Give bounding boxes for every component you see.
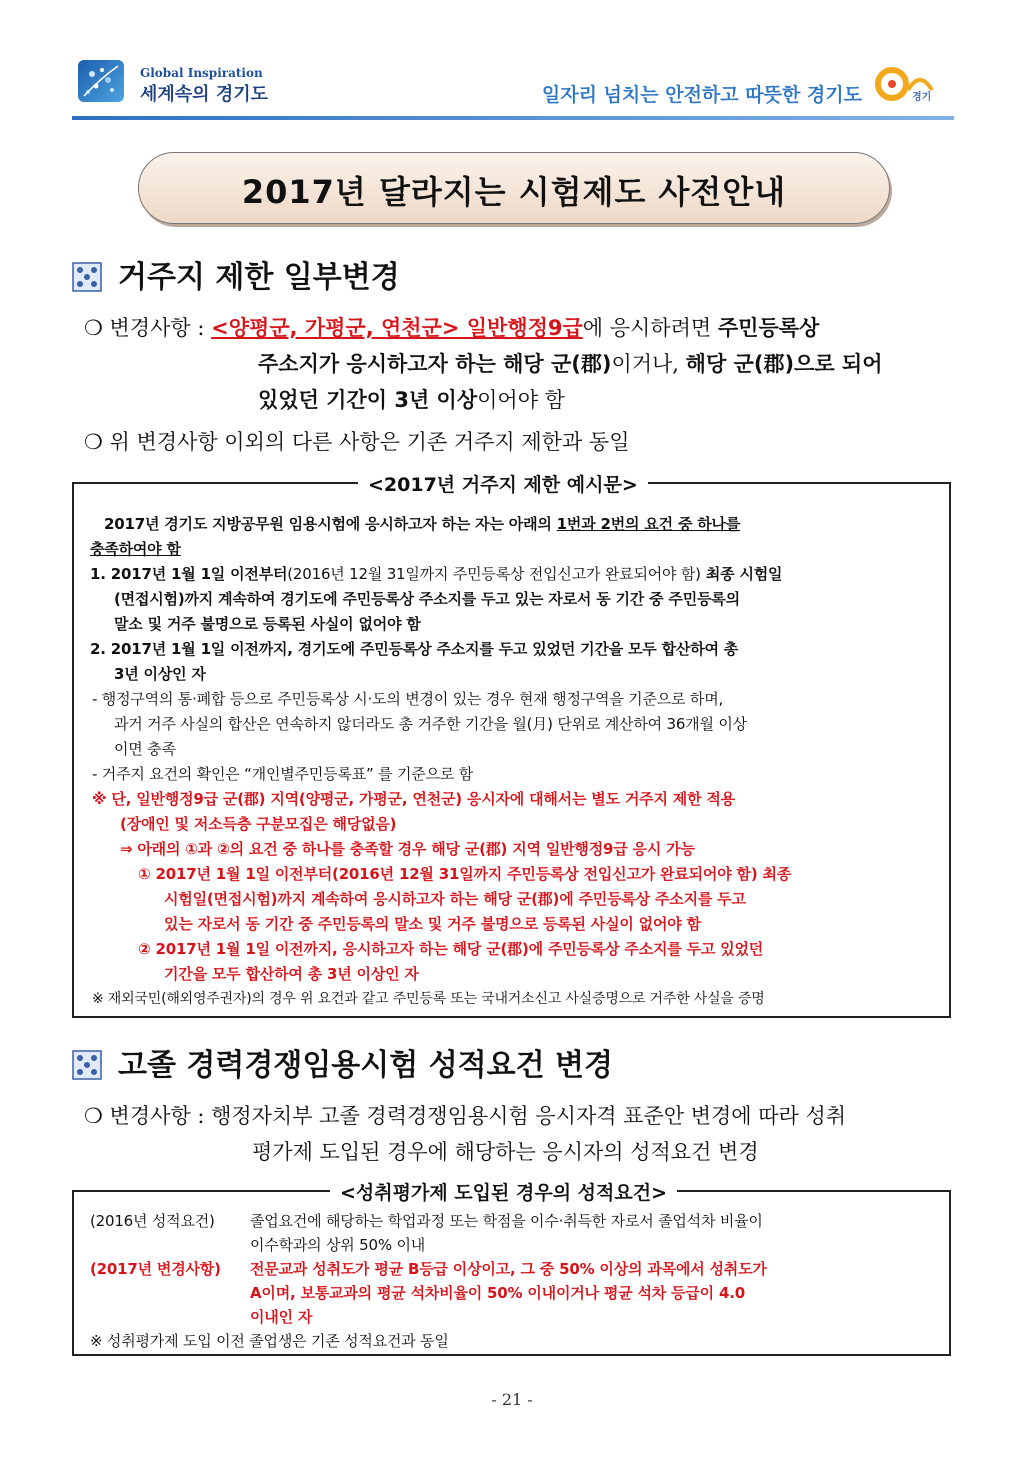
box2-2017-line3: 이내인 자 xyxy=(250,1308,313,1326)
change-bullet-line2: 주소지가 응시하고자 하는 해당 군(郡)이거나, 해당 군(郡)으로 되어 xyxy=(258,352,883,376)
box1-item2-line1: 2. 2017년 1월 1일 이전까지, 경기도에 주민등록상 주소지를 두고 있었던 기간을 모두 합산하여 총 xyxy=(90,640,739,658)
residence-example-title: <2017년 거주지 제한 예시문> xyxy=(358,470,648,497)
box1-cond2-line1: ② 2017년 1월 1일 이전까지, 응시하고자 하는 해당 군(郡)에 주민등록상 주소지를 두고 있었던 xyxy=(138,940,764,958)
box2-2016-line1: 졸업요건에 해당하는 학업과정 또는 학점을 이수·취득한 자로서 졸업석차 비율이 xyxy=(250,1212,763,1230)
gyeonggi-logo-icon xyxy=(78,60,124,102)
box1-dash2: - 거주지 요건의 확인은 “개인별주민등록표” 를 기준으로 함 xyxy=(92,765,474,783)
grade-change-line2: 평가제 도입된 경우에 해당하는 응시자의 성적요건 변경 xyxy=(252,1140,759,1164)
page-header xyxy=(72,48,954,114)
section-title: 거주지 제한 일부변경 xyxy=(118,260,400,295)
box1-dash1-line3: 이면 충족 xyxy=(114,740,176,758)
box1-county-note-line1: ※ 단, 일반행정9급 군(郡) 지역(양평군, 가평군, 연천군) 응시자에 대해서는 별도 거주지 제한 적용 xyxy=(92,790,735,808)
svg-text:경기: 경기 xyxy=(912,92,932,103)
box1-intro: 2017년 경기도 지방공무원 임용시험에 응시하고자 하는 자는 아래의 1번과 2번의 요건 중 하나를 xyxy=(104,515,741,533)
box1-item2-line2: 3년 이상인 자 xyxy=(114,665,206,683)
box2-footnote: ※ 성취평가제 도입 이전 졸업생은 기존 성적요건과 동일 xyxy=(90,1332,449,1350)
box1-dash1-line2: 과거 거주 사실의 합산은 연속하지 않더라도 총 거주한 기간을 월(月) 단위로 계산하여 36개월 이상 xyxy=(114,715,747,733)
change-bullet-line3: 있었던 기간이 3년 이상이어야 함 xyxy=(258,388,565,412)
box1-item1-line3: 말소 및 거주 불명으로 등록된 사실이 없어야 함 xyxy=(114,615,421,633)
box1-item1-line1: 1. 2017년 1월 1일 이전부터(2016년 12월 31일까지 주민등록상 전입신고가 완료되어야 함) 최종 시험일 xyxy=(90,565,783,583)
title-banner xyxy=(138,152,890,224)
box1-cond2-line2: 기간을 모두 합산하여 총 3년 이상인 자 xyxy=(164,965,419,983)
page-title: 2017년 달라지는 시험제도 사전안내 xyxy=(241,173,787,211)
changed-region-highlight: <양평군, 가평군, 연천군> 일반행정9급 xyxy=(211,316,583,340)
box2-2016-label: (2016년 성적요건) xyxy=(90,1212,215,1230)
box2-2016-line2: 이수학과의 상위 50% 이내 xyxy=(250,1236,426,1254)
box1-item1-line2: (면접시험)까지 계속하여 경기도에 주민등록상 주소지를 두고 있는 자로서 동 기간 중 주민등록의 xyxy=(114,590,740,608)
logo-korean-text: 세계속의 경기도 xyxy=(140,84,268,105)
page-number: - 21 - xyxy=(491,1390,533,1409)
oh-yes-emblem-icon xyxy=(874,60,954,106)
box2-2017-line2: A이며, 보통교과의 평균 석차비율이 50% 이내이거나 평균 석차 등급이 4.0 xyxy=(250,1284,745,1302)
change-bullet-line1: ❍ 변경사항 : <양평군, 가평군, 연천군> 일반행정9급에 응시하려면 주민등록상 xyxy=(84,316,820,340)
same-as-before-bullet: ❍ 위 변경사항 이외의 다른 사항은 기존 거주지 제한과 동일 xyxy=(84,430,630,454)
box1-footnote: ※ 재외국민(해외영주권자)의 경우 위 요건과 같고 주민등록 또는 국내거소신고 사실증명으로 거주한 사실을 증명 xyxy=(92,991,765,1007)
header-slogan: 일자리 넘치는 안전하고 따뜻한 경기도 xyxy=(541,84,862,106)
section-title: 고졸 경력경쟁임용시험 성적요건 변경 xyxy=(118,1048,614,1083)
box1-dash1-line1: - 행정구역의 통·폐합 등으로 주민등록상 시·도의 변경이 있는 경우 현재 행정구역을 기준으로 하며, xyxy=(92,690,724,708)
box1-cond1-line3: 있는 자로서 동 기간 중 주민등록의 말소 및 거주 불명으로 등록된 사실이 없어야 함 xyxy=(164,915,701,933)
box2-2017-line1: 전문교과 성취도가 평균 B등급 이상이고, 그 중 50% 이상의 과목에서 성취도가 xyxy=(250,1260,767,1278)
logo-english-text: Global Inspiration xyxy=(140,66,263,80)
section-bullet-icon xyxy=(72,262,102,292)
box1-intro-cont: 충족하여야 함 xyxy=(90,540,181,558)
box1-county-note-line2: (장애인 및 저소득층 구분모집은 해당없음) xyxy=(120,815,397,833)
box1-cond1-line2: 시험일(면접시험)까지 계속하여 응시하고자 하는 해당 군(郡)에 주민등록상 주소지를 두고 xyxy=(164,890,746,908)
box1-cond1-line1: ① 2017년 1월 1일 이전부터(2016년 12월 31일까지 주민등록상 전입신고가 완료되어야 함) 최종 xyxy=(138,865,792,883)
grade-requirement-title: <성취평가제 도입된 경우의 성적요건> xyxy=(330,1178,677,1205)
header-divider xyxy=(72,116,954,120)
box2-2017-label: (2017년 변경사항) xyxy=(90,1260,221,1278)
grade-change-line1: ❍ 변경사항 : 행정자치부 고졸 경력경쟁임용시험 응시자격 표준안 변경에 따라 성취 xyxy=(84,1104,847,1128)
box1-arrow-line: ⇒ 아래의 ①과 ②의 요건 중 하나를 충족할 경우 해당 군(郡) 지역 일반행정9급 응시 가능 xyxy=(120,840,695,858)
section-bullet-icon xyxy=(72,1050,102,1080)
